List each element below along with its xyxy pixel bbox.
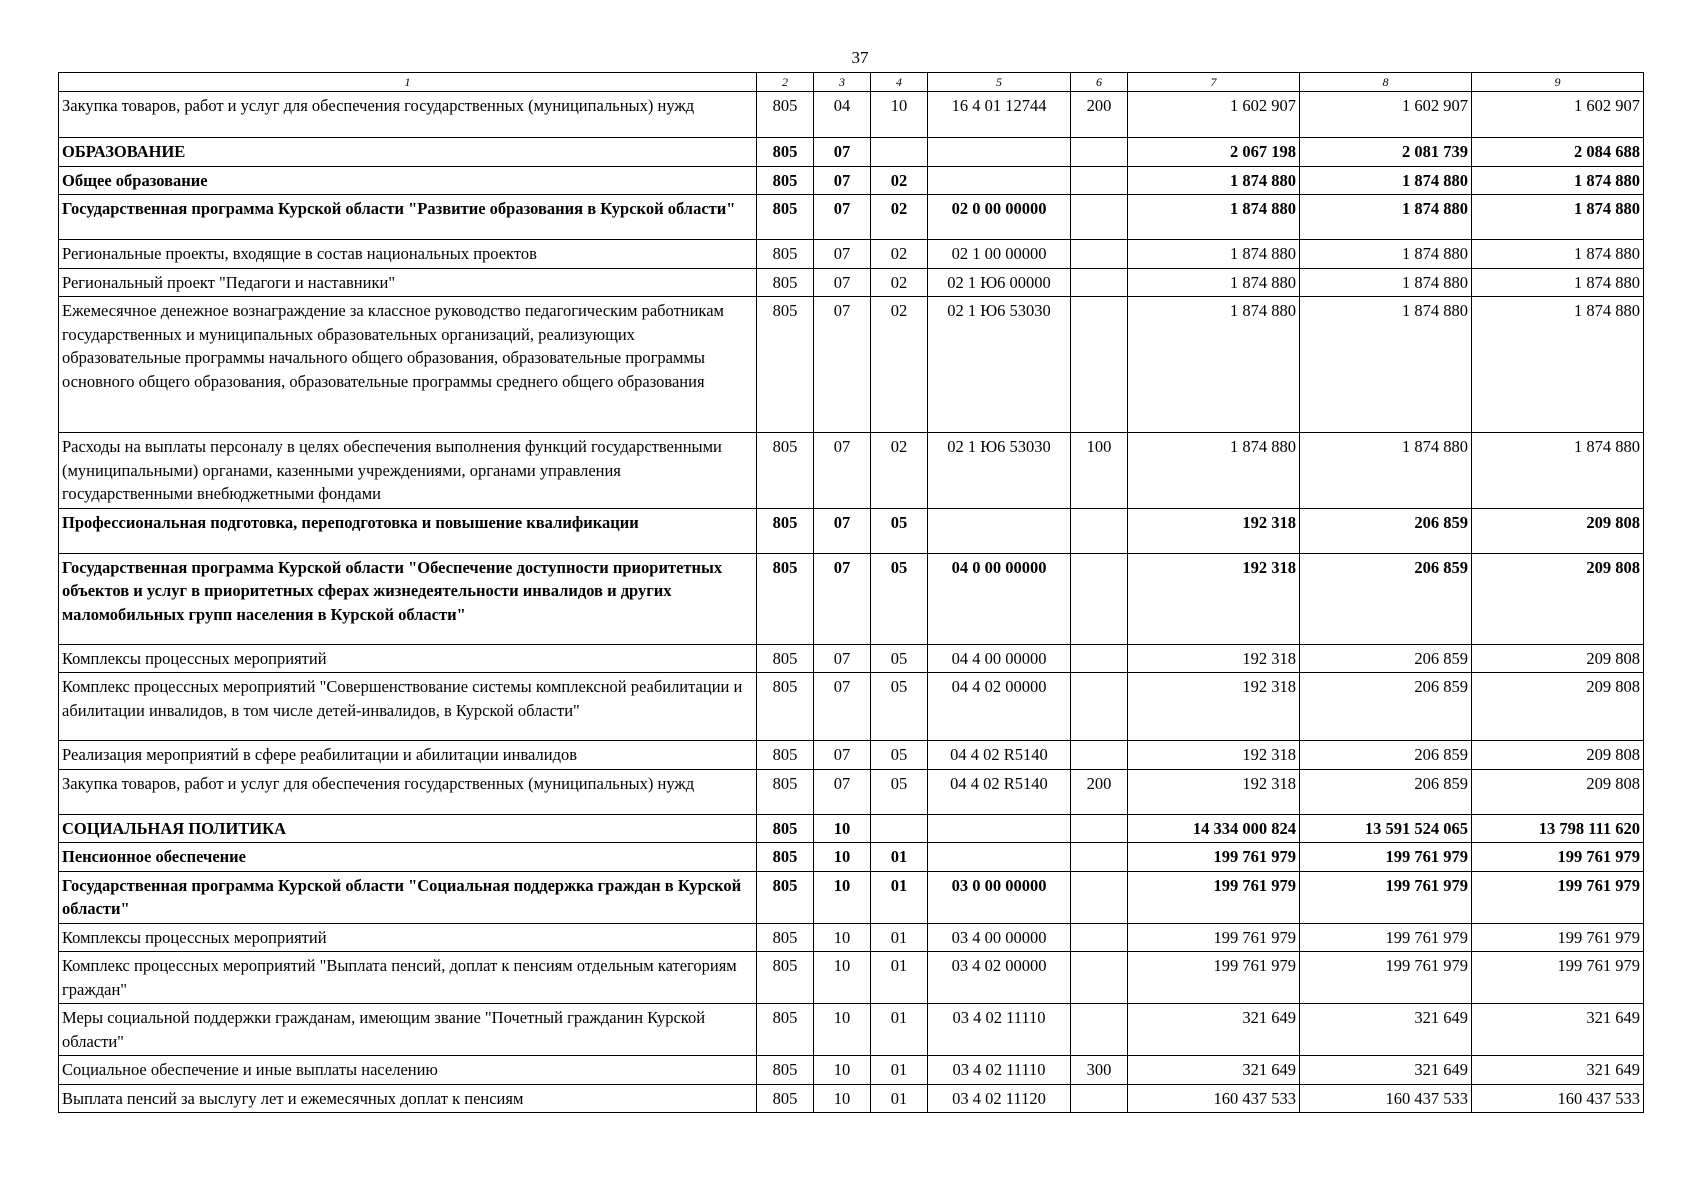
amount-year-2: 1 602 907 — [1300, 92, 1472, 138]
amount-year-2: 160 437 533 — [1300, 1084, 1472, 1113]
row-description: Региональный проект "Педагоги и наставники" — [59, 268, 757, 297]
amount-year-1: 1 602 907 — [1128, 92, 1300, 138]
expense-type-code — [1071, 952, 1128, 1004]
subsection-code: 02 — [871, 240, 928, 269]
subsection-code: 02 — [871, 268, 928, 297]
expense-type-code — [1071, 195, 1128, 240]
admin-code: 805 — [757, 240, 814, 269]
table-row — [59, 923, 1644, 952]
amount-year-1: 1 874 880 — [1128, 433, 1300, 509]
amount-year-2: 206 859 — [1300, 508, 1472, 553]
amount-year-1: 321 649 — [1128, 1004, 1300, 1056]
table-row — [59, 952, 1644, 1004]
subsection-code: 05 — [871, 508, 928, 553]
column-number: 7 — [1128, 73, 1300, 92]
row-description: Выплата пенсий за выслугу лет и ежемесячных доплат к пенсиям — [59, 1084, 757, 1113]
amount-year-1: 14 334 000 824 — [1128, 814, 1300, 843]
section-code: 10 — [814, 1056, 871, 1085]
subsection-code: 05 — [871, 673, 928, 741]
target-article-code: 04 4 00 00000 — [928, 644, 1071, 673]
admin-code: 805 — [757, 433, 814, 509]
amount-year-2: 1 874 880 — [1300, 268, 1472, 297]
amount-year-2: 1 874 880 — [1300, 166, 1472, 195]
amount-year-2: 321 649 — [1300, 1004, 1472, 1056]
admin-code: 805 — [757, 553, 814, 644]
amount-year-1: 2 067 198 — [1128, 138, 1300, 167]
amount-year-1: 192 318 — [1128, 644, 1300, 673]
admin-code: 805 — [757, 923, 814, 952]
expense-type-code — [1071, 814, 1128, 843]
amount-year-2: 1 874 880 — [1300, 195, 1472, 240]
amount-year-1: 199 761 979 — [1128, 952, 1300, 1004]
amount-year-1: 321 649 — [1128, 1056, 1300, 1085]
amount-year-2: 199 761 979 — [1300, 952, 1472, 1004]
row-description: Закупка товаров, работ и услуг для обеспечения государственных (муниципальных) нужд — [59, 769, 757, 814]
column-number-row — [59, 73, 1644, 92]
row-description: Государственная программа Курской области "Обеспечение доступности приоритетных объектов и услуг в приоритетных сферах жизнедеятельности инвалидов и других маломобильных групп населения в Курской области" — [59, 553, 757, 644]
amount-year-3: 1 874 880 — [1472, 240, 1644, 269]
amount-year-3: 160 437 533 — [1472, 1084, 1644, 1113]
amount-year-3: 1 874 880 — [1472, 166, 1644, 195]
column-number: 1 — [59, 73, 757, 92]
subsection-code — [871, 814, 928, 843]
subsection-code: 01 — [871, 871, 928, 923]
target-article-code — [928, 166, 1071, 195]
row-description: Комплексы процессных мероприятий — [59, 644, 757, 673]
expense-type-code: 200 — [1071, 92, 1128, 138]
amount-year-2: 13 591 524 065 — [1300, 814, 1472, 843]
amount-year-3: 1 874 880 — [1472, 297, 1644, 433]
row-description: Государственная программа Курской области "Развитие образования в Курской области" — [59, 195, 757, 240]
amount-year-1: 160 437 533 — [1128, 1084, 1300, 1113]
section-code: 10 — [814, 923, 871, 952]
expense-type-code — [1071, 1004, 1128, 1056]
target-article-code: 02 1 Ю6 53030 — [928, 297, 1071, 433]
table-row — [59, 166, 1644, 195]
table-row — [59, 195, 1644, 240]
section-code: 07 — [814, 553, 871, 644]
subsection-code: 01 — [871, 952, 928, 1004]
row-description: ОБРАЗОВАНИЕ — [59, 138, 757, 167]
amount-year-3: 1 874 880 — [1472, 195, 1644, 240]
amount-year-2: 199 761 979 — [1300, 843, 1472, 872]
row-description: Комплекс процессных мероприятий "Совершенствование системы комплексной реабилитации и абилитации инвалидов, в том числе детей-инвалидов, в Курской области" — [59, 673, 757, 741]
target-article-code: 03 4 02 11110 — [928, 1004, 1071, 1056]
target-article-code: 03 0 00 00000 — [928, 871, 1071, 923]
section-code: 07 — [814, 673, 871, 741]
table-row — [59, 644, 1644, 673]
row-description: Государственная программа Курской области "Социальная поддержка граждан в Курской области" — [59, 871, 757, 923]
subsection-code: 02 — [871, 195, 928, 240]
row-description: Меры социальной поддержки гражданам, имеющим звание "Почетный гражданин Курской области" — [59, 1004, 757, 1056]
amount-year-1: 199 761 979 — [1128, 923, 1300, 952]
amount-year-3: 209 808 — [1472, 508, 1644, 553]
expense-type-code — [1071, 741, 1128, 770]
amount-year-3: 1 602 907 — [1472, 92, 1644, 138]
table-row — [59, 92, 1644, 138]
subsection-code: 02 — [871, 433, 928, 509]
column-number: 4 — [871, 73, 928, 92]
table-row — [59, 843, 1644, 872]
admin-code: 805 — [757, 741, 814, 770]
admin-code: 805 — [757, 195, 814, 240]
amount-year-3: 199 761 979 — [1472, 843, 1644, 872]
amount-year-2: 206 859 — [1300, 553, 1472, 644]
expense-type-code — [1071, 508, 1128, 553]
expense-type-code — [1071, 923, 1128, 952]
table-row — [59, 508, 1644, 553]
admin-code: 805 — [757, 1084, 814, 1113]
amount-year-2: 199 761 979 — [1300, 923, 1472, 952]
target-article-code: 02 1 Ю6 00000 — [928, 268, 1071, 297]
subsection-code: 05 — [871, 644, 928, 673]
amount-year-3: 13 798 111 620 — [1472, 814, 1644, 843]
column-number: 9 — [1472, 73, 1644, 92]
row-description: Комплекс процессных мероприятий "Выплата пенсий, доплат к пенсиям отдельным категориям граждан" — [59, 952, 757, 1004]
table-row — [59, 1084, 1644, 1113]
section-code: 07 — [814, 644, 871, 673]
target-article-code: 04 4 02 R5140 — [928, 769, 1071, 814]
column-number: 8 — [1300, 73, 1472, 92]
section-code: 10 — [814, 843, 871, 872]
section-code: 07 — [814, 741, 871, 770]
table-row — [59, 553, 1644, 644]
subsection-code: 01 — [871, 843, 928, 872]
expense-type-code — [1071, 166, 1128, 195]
table-row — [59, 1004, 1644, 1056]
section-code: 10 — [814, 952, 871, 1004]
admin-code: 805 — [757, 508, 814, 553]
subsection-code: 05 — [871, 553, 928, 644]
row-description: Региональные проекты, входящие в состав национальных проектов — [59, 240, 757, 269]
table-row — [59, 1056, 1644, 1085]
admin-code: 805 — [757, 769, 814, 814]
amount-year-2: 206 859 — [1300, 741, 1472, 770]
section-code: 10 — [814, 814, 871, 843]
target-article-code — [928, 843, 1071, 872]
expense-type-code — [1071, 871, 1128, 923]
section-code: 10 — [814, 1084, 871, 1113]
target-article-code: 03 4 00 00000 — [928, 923, 1071, 952]
expense-type-code — [1071, 268, 1128, 297]
admin-code: 805 — [757, 166, 814, 195]
table-row — [59, 769, 1644, 814]
admin-code: 805 — [757, 297, 814, 433]
amount-year-2: 1 874 880 — [1300, 433, 1472, 509]
subsection-code — [871, 138, 928, 167]
row-description: Закупка товаров, работ и услуг для обеспечения государственных (муниципальных) нужд — [59, 92, 757, 138]
subsection-code: 01 — [871, 923, 928, 952]
section-code: 07 — [814, 166, 871, 195]
expense-type-code — [1071, 297, 1128, 433]
amount-year-1: 1 874 880 — [1128, 166, 1300, 195]
amount-year-2: 206 859 — [1300, 673, 1472, 741]
target-article-code: 02 1 Ю6 53030 — [928, 433, 1071, 509]
admin-code: 805 — [757, 268, 814, 297]
section-code: 04 — [814, 92, 871, 138]
row-description: Общее образование — [59, 166, 757, 195]
subsection-code: 05 — [871, 741, 928, 770]
subsection-code: 01 — [871, 1004, 928, 1056]
subsection-code: 05 — [871, 769, 928, 814]
row-description: Пенсионное обеспечение — [59, 843, 757, 872]
section-code: 10 — [814, 1004, 871, 1056]
target-article-code: 04 4 02 00000 — [928, 673, 1071, 741]
section-code: 10 — [814, 871, 871, 923]
section-code: 07 — [814, 297, 871, 433]
section-code: 07 — [814, 769, 871, 814]
amount-year-1: 192 318 — [1128, 673, 1300, 741]
admin-code: 805 — [757, 644, 814, 673]
amount-year-3: 1 874 880 — [1472, 433, 1644, 509]
budget-table — [58, 72, 1644, 1113]
admin-code: 805 — [757, 871, 814, 923]
row-description: Профессиональная подготовка, переподготовка и повышение квалификации — [59, 508, 757, 553]
section-code: 07 — [814, 195, 871, 240]
section-code: 07 — [814, 508, 871, 553]
table-row — [59, 871, 1644, 923]
expense-type-code — [1071, 843, 1128, 872]
page-number: 37 — [851, 48, 869, 67]
amount-year-2: 206 859 — [1300, 644, 1472, 673]
amount-year-1: 1 874 880 — [1128, 297, 1300, 433]
amount-year-1: 192 318 — [1128, 769, 1300, 814]
target-article-code: 03 4 02 11110 — [928, 1056, 1071, 1085]
amount-year-3: 209 808 — [1472, 673, 1644, 741]
row-description: СОЦИАЛЬНАЯ ПОЛИТИКА — [59, 814, 757, 843]
amount-year-1: 1 874 880 — [1128, 195, 1300, 240]
amount-year-3: 209 808 — [1472, 741, 1644, 770]
table-row — [59, 268, 1644, 297]
amount-year-2: 2 081 739 — [1300, 138, 1472, 167]
amount-year-2: 206 859 — [1300, 769, 1472, 814]
amount-year-2: 1 874 880 — [1300, 297, 1472, 433]
row-description: Реализация мероприятий в сфере реабилитации и абилитации инвалидов — [59, 741, 757, 770]
section-code: 07 — [814, 138, 871, 167]
target-article-code: 16 4 01 12744 — [928, 92, 1071, 138]
table-row — [59, 741, 1644, 770]
subsection-code: 02 — [871, 166, 928, 195]
amount-year-3: 1 874 880 — [1472, 268, 1644, 297]
amount-year-3: 199 761 979 — [1472, 952, 1644, 1004]
target-article-code: 02 0 00 00000 — [928, 195, 1071, 240]
column-number: 3 — [814, 73, 871, 92]
target-article-code: 02 1 00 00000 — [928, 240, 1071, 269]
expense-type-code: 200 — [1071, 769, 1128, 814]
target-article-code — [928, 814, 1071, 843]
amount-year-3: 2 084 688 — [1472, 138, 1644, 167]
admin-code: 805 — [757, 814, 814, 843]
expense-type-code: 300 — [1071, 1056, 1128, 1085]
admin-code: 805 — [757, 843, 814, 872]
admin-code: 805 — [757, 1056, 814, 1085]
expense-type-code — [1071, 553, 1128, 644]
expense-type-code — [1071, 138, 1128, 167]
target-article-code: 03 4 02 11120 — [928, 1084, 1071, 1113]
table-row — [59, 138, 1644, 167]
amount-year-2: 321 649 — [1300, 1056, 1472, 1085]
subsection-code: 02 — [871, 297, 928, 433]
amount-year-1: 192 318 — [1128, 553, 1300, 644]
expense-type-code — [1071, 673, 1128, 741]
amount-year-1: 192 318 — [1128, 741, 1300, 770]
amount-year-2: 199 761 979 — [1300, 871, 1472, 923]
amount-year-1: 1 874 880 — [1128, 268, 1300, 297]
target-article-code: 03 4 02 00000 — [928, 952, 1071, 1004]
admin-code: 805 — [757, 1004, 814, 1056]
amount-year-1: 1 874 880 — [1128, 240, 1300, 269]
amount-year-3: 199 761 979 — [1472, 923, 1644, 952]
subsection-code: 01 — [871, 1056, 928, 1085]
table-row — [59, 297, 1644, 433]
expense-type-code — [1071, 240, 1128, 269]
section-code: 07 — [814, 240, 871, 269]
admin-code: 805 — [757, 673, 814, 741]
expense-type-code — [1071, 1084, 1128, 1113]
table-row — [59, 814, 1644, 843]
column-number: 5 — [928, 73, 1071, 92]
amount-year-1: 199 761 979 — [1128, 871, 1300, 923]
amount-year-3: 209 808 — [1472, 553, 1644, 644]
admin-code: 805 — [757, 138, 814, 167]
column-number: 2 — [757, 73, 814, 92]
target-article-code: 04 4 02 R5140 — [928, 741, 1071, 770]
subsection-code: 10 — [871, 92, 928, 138]
expense-type-code — [1071, 644, 1128, 673]
amount-year-3: 209 808 — [1472, 769, 1644, 814]
table-row — [59, 240, 1644, 269]
table-row — [59, 673, 1644, 741]
row-description: Ежемесячное денежное вознаграждение за классное руководство педагогическим работникам государственных и муниципальных образовательных организаций, реализующих образовательные программы начального общего образования, образовательные программы основного общего образования, образовательные программы среднего общего образования — [59, 297, 757, 433]
target-article-code — [928, 138, 1071, 167]
target-article-code — [928, 508, 1071, 553]
amount-year-3: 321 649 — [1472, 1004, 1644, 1056]
column-number: 6 — [1071, 73, 1128, 92]
amount-year-2: 1 874 880 — [1300, 240, 1472, 269]
amount-year-3: 209 808 — [1472, 644, 1644, 673]
row-description: Расходы на выплаты персоналу в целях обеспечения выполнения функций государственными (муниципальными) органами, казенными учреждениями, органами управления государственными внебюджетными фондами — [59, 433, 757, 509]
section-code: 07 — [814, 268, 871, 297]
target-article-code: 04 0 00 00000 — [928, 553, 1071, 644]
subsection-code: 01 — [871, 1084, 928, 1113]
row-description: Комплексы процессных мероприятий — [59, 923, 757, 952]
admin-code: 805 — [757, 92, 814, 138]
amount-year-3: 199 761 979 — [1472, 871, 1644, 923]
admin-code: 805 — [757, 952, 814, 1004]
amount-year-1: 199 761 979 — [1128, 843, 1300, 872]
amount-year-1: 192 318 — [1128, 508, 1300, 553]
amount-year-3: 321 649 — [1472, 1056, 1644, 1085]
row-description: Социальное обеспечение и иные выплаты населению — [59, 1056, 757, 1085]
expense-type-code: 100 — [1071, 433, 1128, 509]
section-code: 07 — [814, 433, 871, 509]
table-row — [59, 433, 1644, 509]
